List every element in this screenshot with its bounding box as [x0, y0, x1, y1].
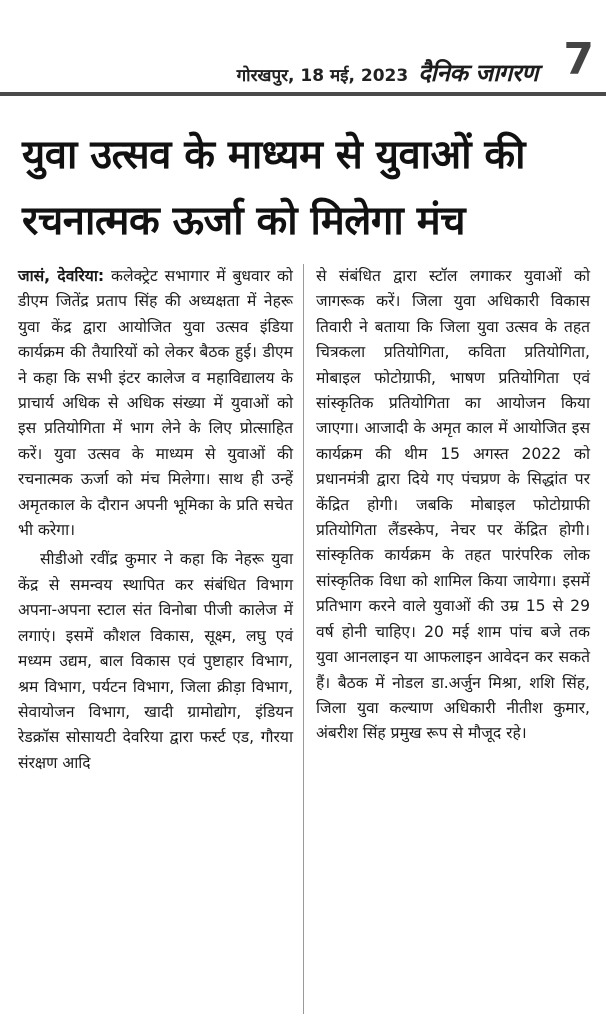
article-dateline: जासं, देवरिया: — [18, 267, 105, 285]
article-paragraph: सीडीओ रवींद्र कुमार ने कहा कि नेहरू युवा केंद्र से समन्वय स्थापित कर संबंधित विभाग अपना-अपना स्टाल संत विनोबा पीजी कालेज में लगाएं। इसमें कौशल विकास, सूक्ष्म, लघु एवं मध्यम उद्यम, बाल विकास एवं पुष्टाहार विभाग, श्रम विभाग, पर्यटन विभाग, जिला क्रीड़ा विभाग, सेवायोजन विभाग, खादी ग्रामोद्योग, इंडियन रेडक्रॉस सोसायटी देवरिया द्वारा फर्स्ट एड, गौरया संरक्षण आदि — [18, 550, 293, 772]
masthead — [237, 56, 538, 89]
article-column-right — [304, 264, 590, 1014]
article-paragraph: से संबंधित द्वारा स्टॉल लगाकर युवाओं को जागरूक करें। जिला युवा अधिकारी विकास तिवारी ने बताया कि जिला युवा उत्सव के तहत चित्रकला प्रतियोगिता, कविता प्रतियोगिता, मोबाइल फोटोग्राफी, भाषण प्रतियोगिता एवं सांस्कृतिक प्रतियोगिता का आयोजन किया जाएगा। आजादी के अमृत काल में आयोजित इस कार्यक्रम की थीम 15 अगस्त 2022 को प्रधानमंत्री द्वारा दिये गए पंचप्रण के सिद्धांत पर केंद्रित होगी। जबकि मोबाइल फोटोग्राफी प्रतियोगिता लैंडस्केप, नेचर पर केंद्रित होगी। सांस्कृतिक कार्यक्रम के तहत पारंपरिक लोक सांस्कृतिक विधा को शामिल किया जायेगा। इसमें प्रतिभाग करने वाले युवाओं की उम्र 15 से 29 वर्ष होनी चाहिए। 20 मई शाम पांच बजे तक युवा आनलाइन या आफलाइन आवेदन कर सकते हैं। बैठक में नोडल डा.अर्जुन मिश्रा, शशि सिंह, जिला युवा कल्याण अधिकारी नीतीश कुमार, अंबरीश सिंह प्रमुख रूप से मौजूद रहे। — [316, 267, 590, 743]
newspaper-logo: दैनिक जागरण — [418, 59, 538, 87]
article-headline: युवा उत्सव के माध्यम से युवाओं की रचनात्मक ऊर्जा को मिलेगा मंच — [22, 132, 525, 244]
header-divider — [0, 92, 606, 96]
article-body — [18, 264, 590, 1014]
article-paragraph — [18, 264, 293, 543]
page-number: 7 — [563, 34, 594, 85]
paragraph-text: कलेक्ट्रेट सभागार में बुधवार को डीएम जितेंद्र प्रताप सिंह की अध्यक्षता में नेहरू युवा केंद्र द्वारा आयोजित युवा उत्सव इंडिया कार्यक्रम की तैयारियों को लेकर बैठक हुई। डीएम ने कहा कि सभी इंटर कालेज व महाविद्यालय के प्राचार्य अधिक से अधिक संख्या में युवाओं को इस प्रतियोगिता में भाग लेने के लिए प्रोत्साहित करें। युवा उत्सव के माध्यम से युवाओं की रचनात्मक ऊर्जा को मंच मिलेगा। साथ ही उन्हें अमृतकाल के दौरान अपनी भूमिका के प्रति सचेत भी करेगा। — [18, 267, 293, 540]
edition-date: गोरखपुर, 18 मई, 2023 — [236, 66, 409, 86]
article-column-left — [18, 264, 304, 1014]
page-header — [0, 0, 606, 96]
